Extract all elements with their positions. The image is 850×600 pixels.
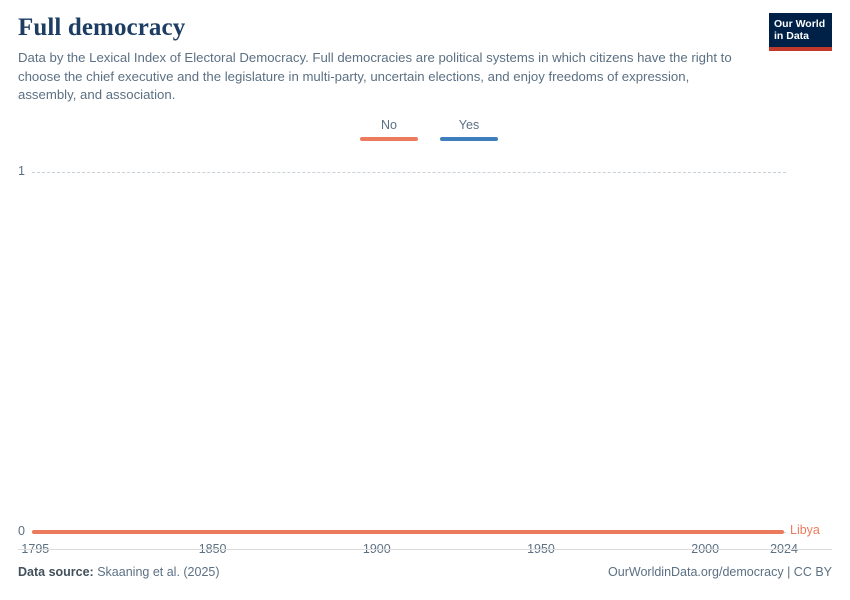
y-axis-tick-1: 1 [18,164,25,178]
series-line-libya[interactable] [32,530,784,534]
footer-source [18,565,220,579]
x-axis-tick-2000: 2000 [691,542,720,556]
footer-separator: | [787,565,791,579]
legend-swatch-no [360,137,418,141]
chart-header [18,14,758,105]
source-value: Skaaning et al. (2025) [97,565,220,579]
owid-logo-line1: Our World [774,18,826,30]
x-axis-tick-2024: 2024 [770,542,798,556]
x-axis-tick-1950: 1950 [527,542,555,556]
y-axis-tick-0: 0 [18,524,25,538]
gridline-top [32,172,786,173]
chart-legend [360,118,498,141]
legend-swatch-yes [440,137,498,141]
owid-logo-line2: in Data [774,30,810,42]
series-label-libya: Libya [790,523,820,537]
owid-logo[interactable] [769,13,832,51]
x-axis-tick-1900: 1900 [362,542,391,556]
owid-url-link[interactable]: OurWorldinData.org/democracy [608,565,784,579]
plot-area [18,160,832,556]
legend-label-yes: Yes [458,118,480,132]
license-link[interactable]: CC BY [793,565,832,579]
x-axis-tick-1850: 1850 [198,542,227,556]
source-label: Data source: [18,565,94,579]
chart-subtitle: Data by the Lexical Index of Electoral Democracy. Full democracies are political systems in which citizens have the right to choose the chief executive and the legislature in multi-party, uncertain elections, and enjoy freedoms of expression, assembly, and association. [18,50,732,102]
legend-item-yes[interactable] [440,118,498,141]
x-axis-tick-1795: 1795 [21,542,50,556]
legend-item-no[interactable] [360,118,418,141]
chart-footer [18,549,832,586]
footer-links [608,565,832,579]
page-title: Full democracy [18,14,186,41]
legend-label-no: No [381,118,397,132]
